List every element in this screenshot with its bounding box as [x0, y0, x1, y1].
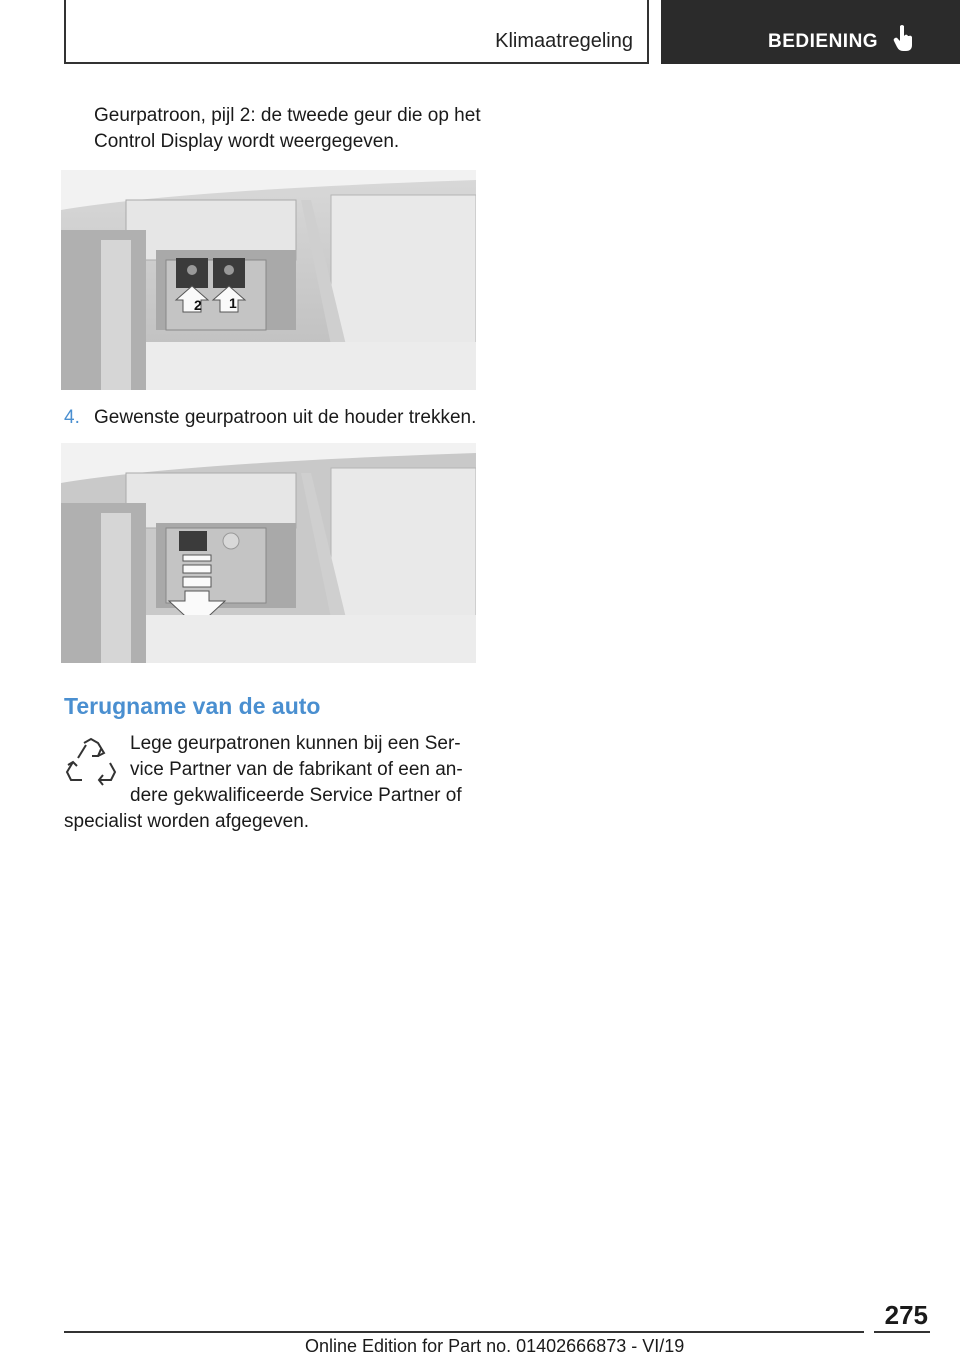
return-line-4: specialist worden afgegeven. — [64, 811, 310, 832]
section-title: Klimaatregeling — [495, 30, 633, 52]
arrow-label-1: 1 — [229, 295, 237, 311]
glovebox-photo-arrows — [61, 170, 476, 390]
step-text: Gewenste geurpatroon uit de houder trekken. — [94, 407, 477, 428]
return-paragraph — [64, 731, 484, 835]
fragrance-paragraph: Geurpatroon, pijl 2: de tweede geur die op het Control Display wordt weergegeven. — [94, 105, 481, 152]
return-line-3: dere gekwalificeerde Service Partner of — [130, 785, 462, 806]
footer-rule — [64, 1331, 864, 1333]
chapter-title: BEDIENING — [768, 31, 879, 52]
pointing-hand-icon — [893, 24, 915, 52]
step-4 — [64, 405, 484, 431]
edition-footer: Online Edition for Part no. 01402666873 - VI/19 — [305, 1336, 685, 1356]
return-line-2: vice Partner van de fabrikant of een an- — [130, 759, 463, 780]
header-section-box — [64, 0, 649, 64]
step-number: 4. — [64, 407, 80, 428]
header-chapter-box — [661, 0, 960, 64]
page-number: 275 — [884, 1300, 928, 1330]
arrow-label-2: 2 — [194, 297, 202, 313]
glovebox-photo-pull — [61, 443, 476, 663]
footer-rule-right — [874, 1331, 930, 1333]
section-heading: Terugname van de auto — [64, 693, 321, 719]
return-line-1: Lege geurpatronen kunnen bij een Ser- — [130, 733, 461, 754]
